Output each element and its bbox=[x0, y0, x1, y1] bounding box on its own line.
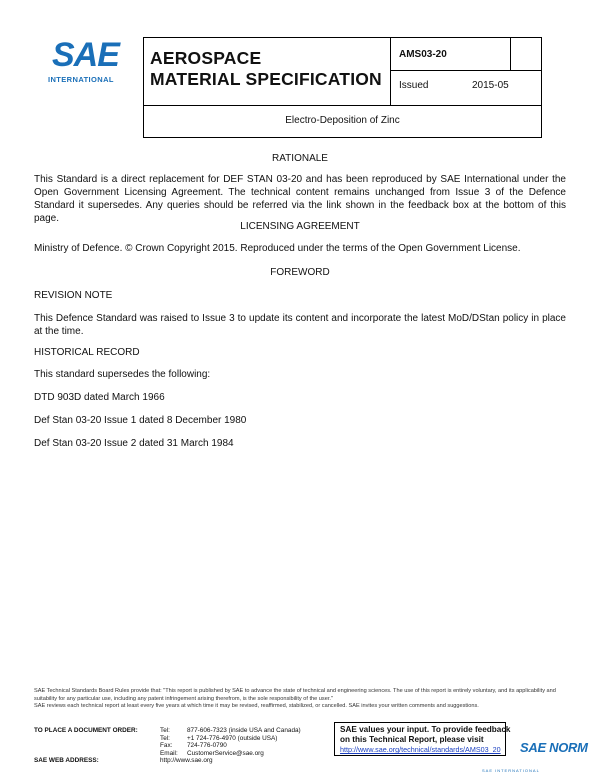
header-divider bbox=[390, 37, 391, 105]
title-line-1: AEROSPACE bbox=[150, 48, 262, 68]
revision-text: This Defence Standard was raised to Issue 3 to update its content and incorporate the latest MoD/DStan policy in place at the time. bbox=[34, 313, 566, 337]
header-divider bbox=[143, 105, 542, 106]
contact-value: 877-606-7323 (inside USA and Canada) bbox=[187, 727, 301, 734]
contact-label: Fax: bbox=[160, 742, 173, 749]
order-label: TO PLACE A DOCUMENT ORDER: bbox=[34, 727, 138, 734]
footer-fine-print bbox=[34, 688, 566, 711]
list-item: Def Stan 03-20 Issue 1 dated 8 December 1980 bbox=[34, 415, 247, 426]
feedback-text bbox=[340, 725, 510, 744]
historical-intro: This standard supersedes the following: bbox=[34, 369, 211, 380]
contact-row bbox=[160, 757, 213, 764]
contact-row bbox=[160, 750, 264, 757]
feedback-link[interactable]: http://www.sae.org/technical/standards/AMS03_20 bbox=[340, 745, 501, 754]
website-link[interactable]: http://www.sae.org bbox=[160, 757, 213, 764]
contact-label: Email: bbox=[160, 749, 178, 757]
rationale-text: This Standard is a direct replacement for DEF STAN 03-20 and has been reproduced by SAE International under the Open Government Licensing Agreement. The technical content remains unchanged from Issue 3 of the Defence Standard it supersedes. Any queries should be referred via the link shown in the feedback box at the bottom of this page. bbox=[34, 174, 566, 224]
sae-logo-subtext: INTERNATIONAL bbox=[48, 75, 114, 84]
historical-heading: HISTORICAL RECORD bbox=[34, 347, 140, 358]
issued-date: 2015-05 bbox=[472, 80, 509, 91]
web-address-label: SAE WEB ADDRESS: bbox=[34, 757, 99, 764]
spec-number: AMS03-20 bbox=[399, 49, 447, 60]
rationale-heading: RATIONALE bbox=[272, 153, 328, 164]
contact-value: +1 724-776-4970 (outside USA) bbox=[187, 734, 278, 742]
watermark-logo: SAE NORM bbox=[520, 740, 588, 755]
email-link[interactable]: CustomerService@sae.org bbox=[187, 749, 264, 757]
licensing-heading: LICENSING AGREEMENT bbox=[240, 221, 360, 232]
header-divider bbox=[390, 70, 542, 71]
contact-row bbox=[160, 735, 277, 742]
list-item: Def Stan 03-20 Issue 2 dated 31 March 1984 bbox=[34, 438, 234, 449]
contact-row bbox=[160, 727, 301, 734]
feedback-line-1: SAE values your input. To provide feedback bbox=[340, 725, 511, 734]
licensing-text: Ministry of Defence. © Crown Copyright 2015. Reproduced under the terms of the Open Government License. bbox=[34, 243, 521, 254]
document-subtitle: Electro-Deposition of Zinc bbox=[285, 115, 400, 126]
fine-print-review: SAE reviews each technical report at least every five years at which time it may be revised, reaffirmed, stabilized, or cancelled. SAE invites your written comments and suggestions. bbox=[34, 703, 479, 709]
feedback-line-2: on this Technical Report, please visit bbox=[340, 734, 484, 744]
revision-heading: REVISION NOTE bbox=[34, 290, 113, 301]
watermark-tagline: SAE INTERNATIONAL bbox=[482, 768, 540, 773]
contact-value: 724-776-0790 bbox=[187, 742, 227, 749]
document-type-title bbox=[150, 48, 382, 90]
title-line-2: MATERIAL SPECIFICATION bbox=[150, 69, 382, 89]
contact-label: Tel: bbox=[160, 727, 170, 734]
contact-row bbox=[160, 742, 227, 749]
contact-label: Tel: bbox=[160, 734, 170, 742]
list-item: DTD 903D dated March 1966 bbox=[34, 392, 165, 403]
sae-logo: SAE bbox=[52, 36, 119, 74]
header-divider bbox=[510, 37, 511, 70]
issued-label: Issued bbox=[399, 80, 429, 91]
foreword-heading: FOREWORD bbox=[270, 267, 330, 278]
fine-print-rules: SAE Technical Standards Board Rules provide that: "This report is published by SAE to advance the state of technical and engineering sciences. The use of this report is entirely voluntary, and its applicability and suitability for any particular use, including any patent infringement arising therefrom, is the sole responsibility of the user." bbox=[34, 688, 556, 702]
